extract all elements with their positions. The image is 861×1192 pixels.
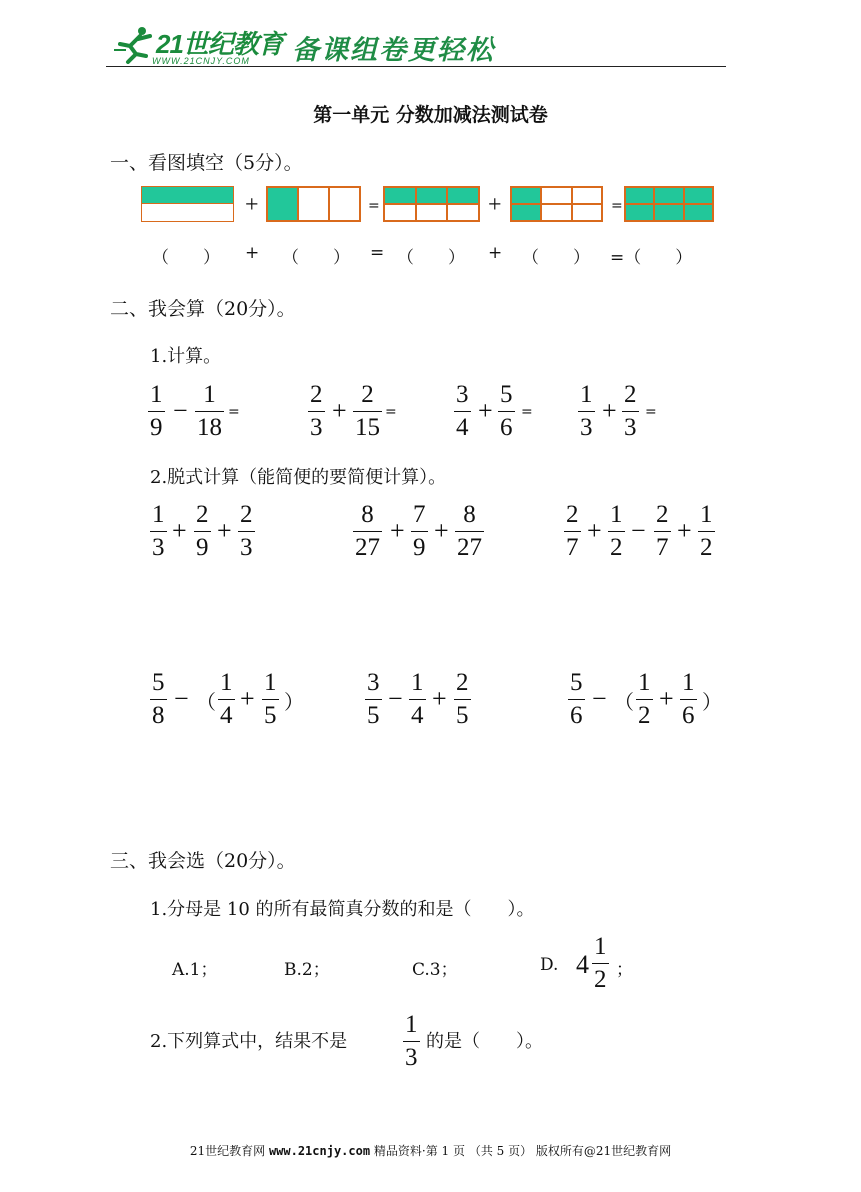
fraction: 8 27: [355, 501, 380, 561]
blank-4[interactable]: （ ）: [522, 248, 590, 268]
header-rule: [106, 66, 726, 67]
fraction: 2 3: [310, 381, 323, 441]
left-paren: （: [614, 690, 634, 714]
figure-two-sixths: [510, 186, 603, 222]
operator: +: [434, 516, 449, 545]
fraction: 2 7: [566, 501, 579, 561]
equals-sign: =: [645, 404, 657, 420]
right-paren: ）: [702, 690, 722, 714]
fraction: 2 7: [656, 501, 669, 561]
brand-name: 21世纪教育: [156, 29, 283, 59]
footer-site: 21世纪教育网: [189, 1144, 266, 1158]
blank-op: +: [245, 243, 260, 263]
section3-heading: 三、我会选（20分）。: [110, 850, 296, 872]
operator: +: [677, 516, 692, 545]
sub-heading-stepwise: 2.脱式计算（能简便的要简便计算）。: [150, 467, 447, 488]
fraction: 1 9: [150, 381, 163, 441]
fraction: 1 2: [594, 933, 607, 993]
question-1: 1.分母是 10 的所有最简真分数的和是（ ）。: [150, 899, 535, 920]
fraction: 2 15: [355, 381, 380, 441]
fraction: 1 4: [411, 669, 424, 729]
footer-url[interactable]: www.21cnjy.com: [268, 1144, 371, 1158]
option-d-label: D.: [540, 955, 559, 975]
sub-heading-calc: 1.计算。: [150, 346, 222, 367]
figure-six-sixths: [624, 186, 714, 222]
fraction: 1 5: [264, 669, 277, 729]
plus-sign: +: [488, 192, 502, 218]
fraction: 5 8: [152, 669, 165, 729]
operator: −: [174, 684, 189, 713]
fraction: 1 3: [152, 501, 165, 561]
fraction: 1 6: [682, 669, 695, 729]
question-2-suffix: 的是（ ）。: [426, 1031, 543, 1052]
fraction: 2 3: [240, 501, 253, 561]
fraction: 1 3: [405, 1011, 418, 1071]
slogan: 备课组卷更轻松: [292, 35, 495, 66]
option-d[interactable]: [540, 930, 650, 1000]
option-c[interactable]: C.3；: [412, 960, 458, 980]
blank-op: =: [370, 243, 385, 263]
right-paren: ）: [284, 690, 304, 714]
equals-sign: =: [385, 404, 397, 420]
fraction: 7 9: [413, 501, 426, 561]
equals-sign: =: [228, 404, 240, 420]
fraction: 5 6: [500, 381, 513, 441]
fraction: 1 2: [700, 501, 713, 561]
blank-5[interactable]: =（ ）: [610, 248, 693, 268]
fraction: 1 2: [638, 669, 651, 729]
option-d-tail: ；: [616, 960, 633, 980]
figure-third: [266, 186, 361, 222]
blank-2[interactable]: （ ）: [282, 248, 350, 268]
runner-icon: [112, 24, 156, 64]
operator: +: [240, 684, 255, 713]
equals-sign: =: [368, 198, 380, 214]
fraction: 2 5: [456, 669, 469, 729]
section2-heading: 二、我会算（20分）。: [110, 298, 296, 320]
operator: +: [659, 684, 674, 713]
operator: +: [602, 396, 617, 425]
page-title: 第一单元 分数加减法测试卷: [313, 104, 548, 126]
section1-heading: 一、看图填空（5分）。: [110, 152, 303, 174]
fraction: 5 6: [570, 669, 583, 729]
blank-op: +: [488, 243, 503, 263]
fraction: 2 3: [624, 381, 637, 441]
left-paren: （: [196, 690, 216, 714]
fraction: 1 4: [220, 669, 233, 729]
plus-sign: +: [245, 192, 259, 218]
fraction: 3 4: [456, 381, 469, 441]
option-b[interactable]: B.2；: [284, 960, 330, 980]
blank-3[interactable]: （ ）: [397, 248, 465, 268]
operator: +: [478, 396, 493, 425]
operator: +: [332, 396, 347, 425]
page-footer: [0, 1142, 861, 1159]
fraction: 3 5: [367, 669, 380, 729]
figure-three-sixths: [383, 186, 480, 222]
question-2-prefix: 2.下列算式中，结果不是: [150, 1031, 348, 1052]
figure-half: [141, 186, 234, 222]
operator: +: [217, 516, 232, 545]
operator: −: [592, 684, 607, 713]
operator: −: [173, 396, 188, 425]
fraction: 1 2: [610, 501, 623, 561]
operator: +: [587, 516, 602, 545]
option-a[interactable]: A.1；: [172, 960, 218, 980]
operator: +: [390, 516, 405, 545]
fraction: 1 18: [197, 381, 222, 441]
brand-url: WWW.21CNJY.COM: [152, 56, 250, 66]
fraction: 8 27: [457, 501, 482, 561]
footer-info: 精品资料·第 1 页 （共 5 页） 版权所有@21世纪教育网: [373, 1144, 672, 1158]
operator: +: [432, 684, 447, 713]
fraction: 1 3: [580, 381, 593, 441]
operator: +: [172, 516, 187, 545]
equals-sign: =: [521, 404, 533, 420]
equals-sign: =: [611, 198, 623, 214]
operator: −: [388, 684, 403, 713]
fraction: 2 9: [196, 501, 209, 561]
header-logo: [112, 22, 532, 72]
mixed-whole: 4: [576, 950, 589, 979]
blank-1[interactable]: （ ）: [152, 248, 220, 268]
operator: −: [631, 516, 646, 545]
